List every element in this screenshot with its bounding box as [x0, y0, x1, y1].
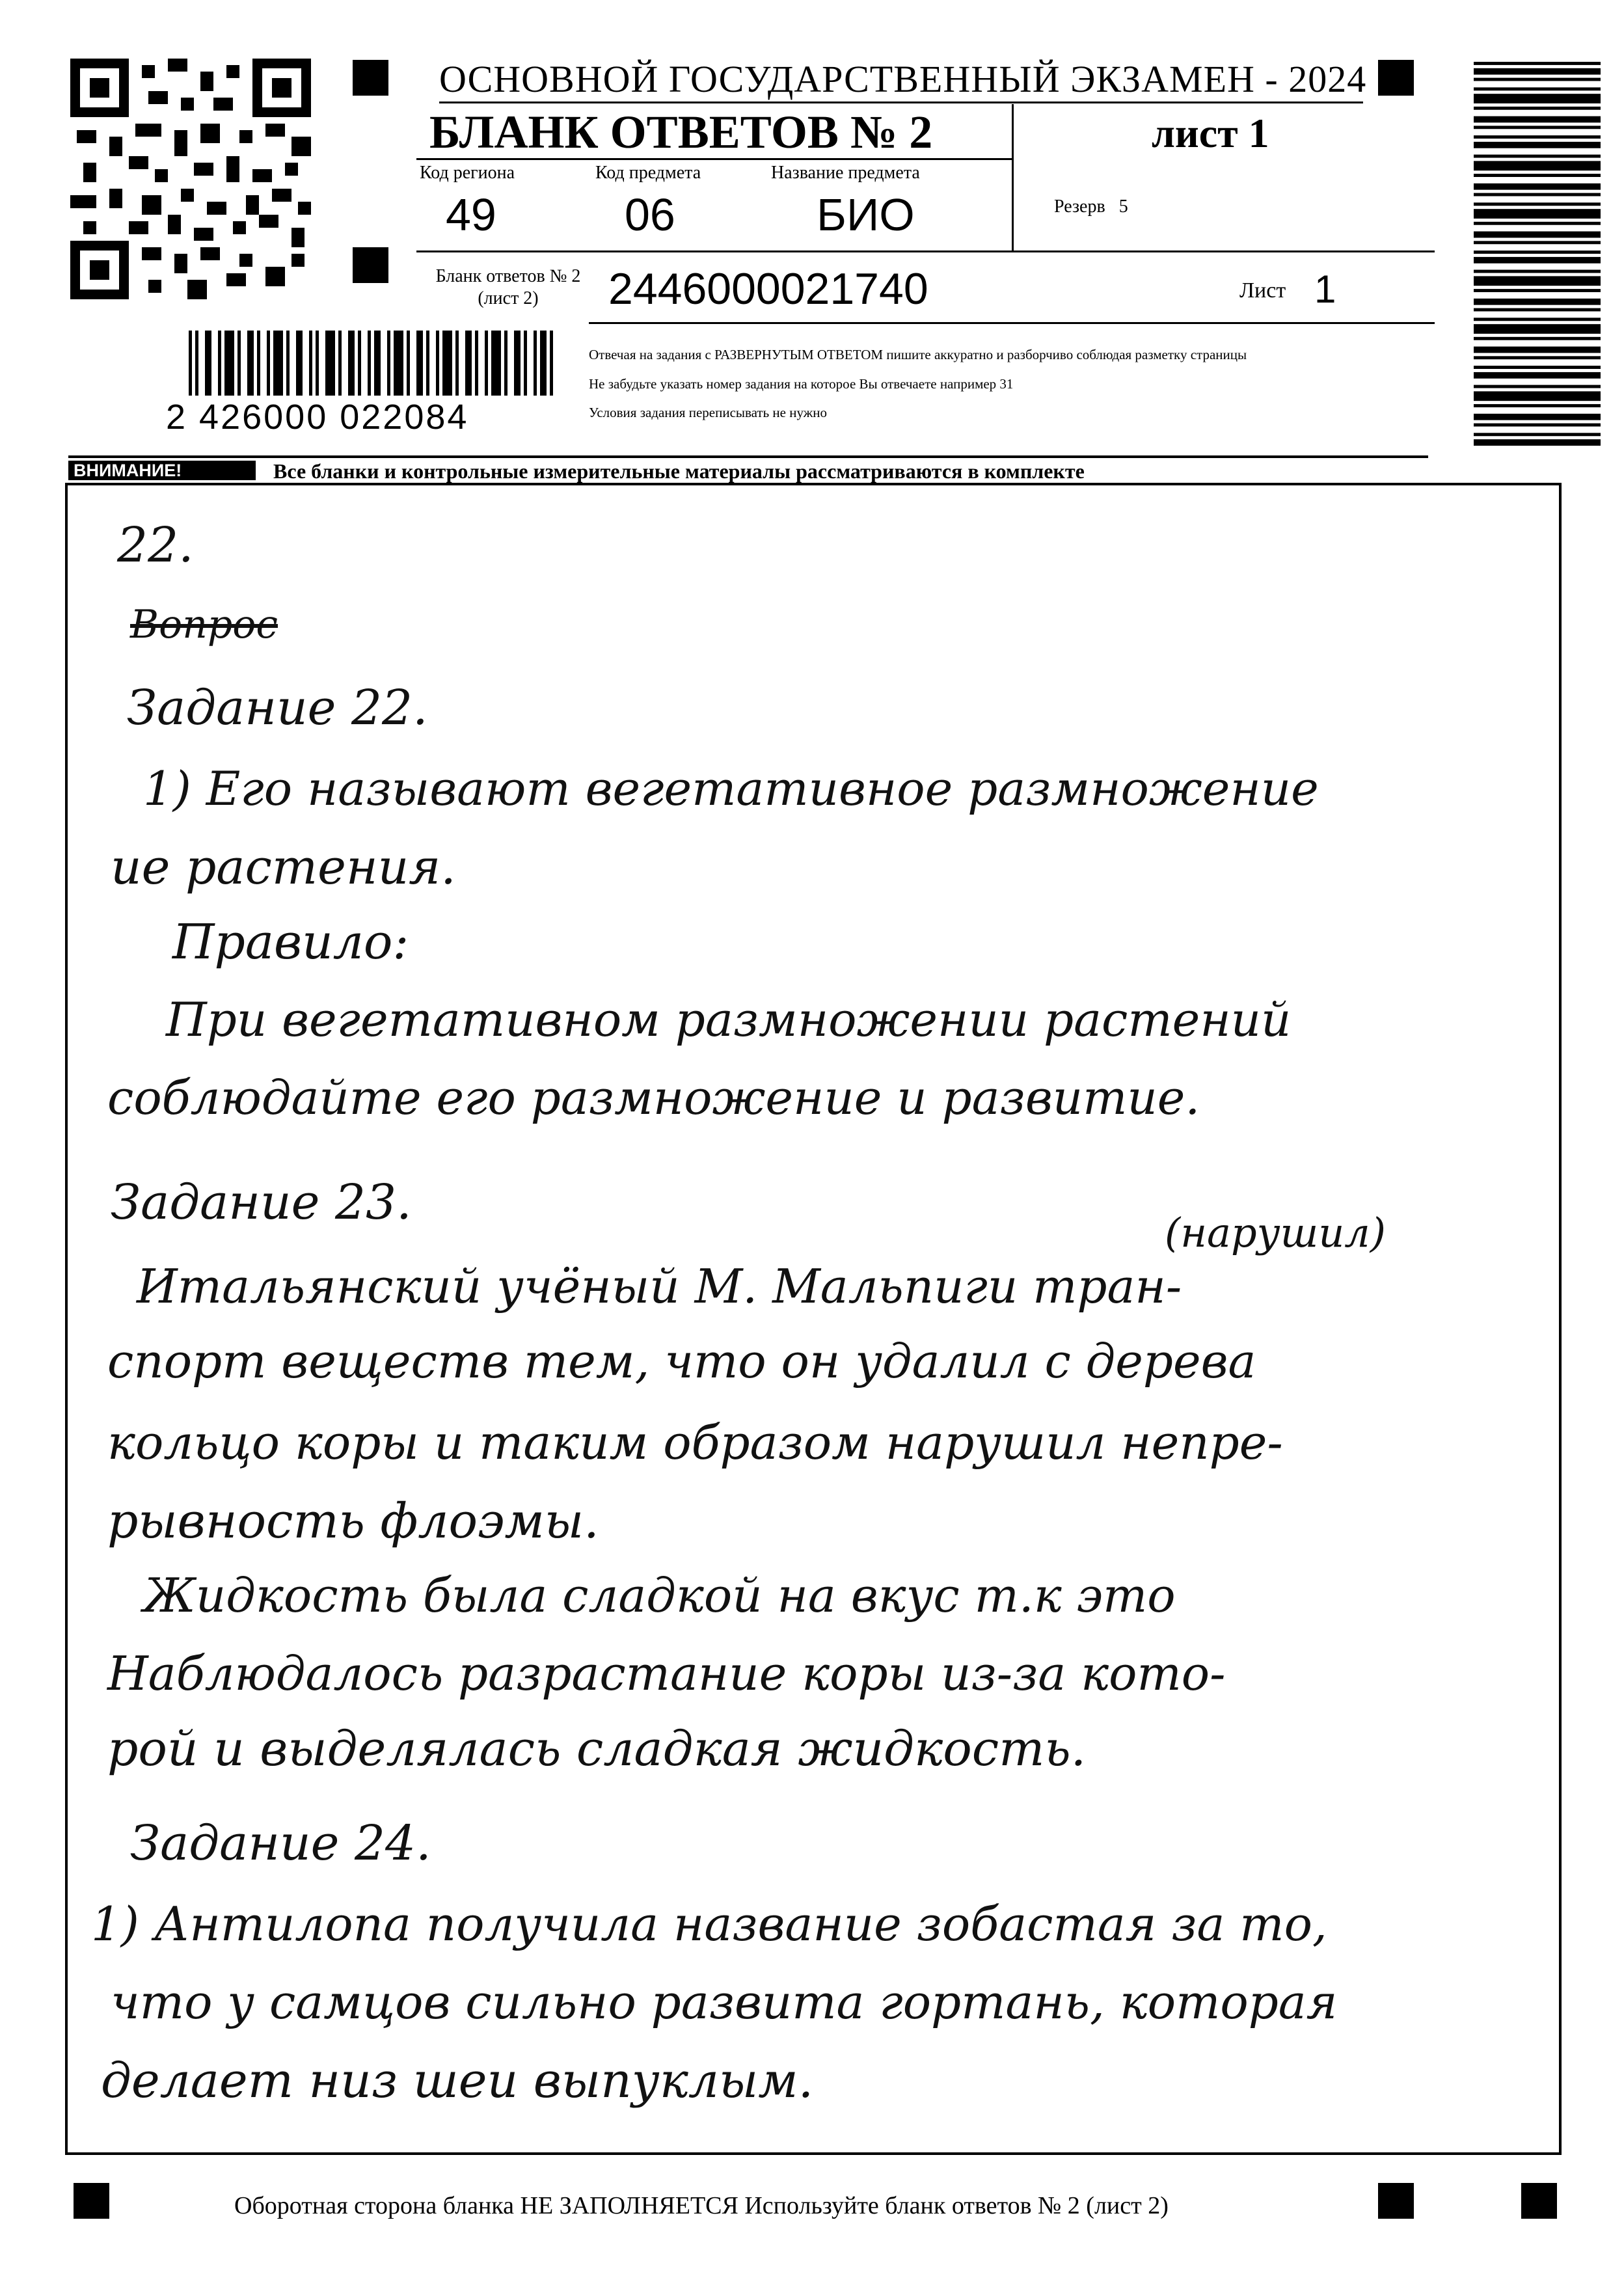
instruction-line-1: Отвечая на задания с РАЗВЕРНУТЫМ ОТВЕТОМ пишите аккуратно и разборчиво соблюдая разметку страницы [589, 347, 1247, 362]
reserve-value: 5 [1118, 196, 1128, 217]
answer-line-16: Наблюдалось разрастание коры из-за кото- [107, 1646, 1226, 1701]
answer-line-1: 22. [117, 517, 194, 573]
header-divider-vertical [1012, 104, 1014, 251]
answer-line-10: (нарушил) [1165, 1209, 1386, 1256]
reserve-label: Резерв [1054, 196, 1105, 217]
answer-line-17: рой и выделялась сладкая жидкость. [107, 1721, 1087, 1777]
answer-line-13: кольцо коры и таким образом нарушил непре- [107, 1415, 1283, 1470]
answer-line-19: 1) Антилопа получила название зобастая за то, [91, 1897, 1327, 1951]
registration-mark-top-right [1378, 60, 1414, 96]
instruction-line-2: Не забудьте указать номер задания на которое Вы отвечаете например 31 [589, 376, 1014, 392]
answer-line-15: Жидкость была сладкой на вкус т.к это [143, 1568, 1176, 1623]
header-divider-1 [416, 158, 1012, 160]
list-number: 1 [1314, 267, 1336, 311]
footer-text: Оборотная сторона бланка НЕ ЗАПОЛНЯЕТСЯ Используйте бланк ответов № 2 (лист 2) [234, 2192, 1169, 2219]
qr-code-icon [70, 59, 311, 299]
header-divider-3 [589, 322, 1435, 324]
answer-line-5: ие растения. [111, 839, 456, 895]
attention-text: Все бланки и контрольные измерительные материалы рассматриваются в комплекте [273, 459, 1085, 483]
registration-mark-top-left [353, 60, 388, 96]
attention-divider [68, 455, 1428, 458]
side-barcode-icon [1474, 62, 1601, 446]
subject-code-label: Код предмета [595, 163, 701, 183]
answer-line-4: 1) Его называют вегетативное размножение [143, 761, 1319, 816]
registration-mark-bottom-2 [1378, 2183, 1414, 2219]
blank-number-label [414, 265, 602, 310]
subject-code-value: 06 [625, 189, 675, 240]
attention-badge: ВНИМАНИЕ! [68, 461, 256, 480]
answer-line-7: При вегетативном размножении растений [166, 992, 1292, 1047]
region-code-label: Код региона [420, 163, 515, 183]
subject-name-label: Название предмета [771, 163, 920, 183]
list-label: Лист [1239, 278, 1286, 303]
reserve-field [1054, 196, 1128, 217]
answer-line-12: спорт веществ тем, что он удалил с дерева [107, 1334, 1256, 1388]
subject-name-value: БИО [817, 189, 915, 240]
answer-line-14: рывность флоэмы. [107, 1493, 599, 1549]
instruction-line-3: Условия задания переписывать не нужно [589, 405, 827, 420]
barcode-icon [189, 331, 553, 396]
blank-label-line2: (лист 2) [478, 288, 539, 308]
registration-mark-mid-left [353, 247, 388, 283]
header-divider-2 [416, 251, 1435, 252]
exam-title: ОСНОВНОЙ ГОСУДАРСТВЕННЫЙ ЭКЗАМЕН - 2024 [439, 58, 1367, 100]
answer-line-21: делает низ шеи выпуклым. [101, 2053, 814, 2109]
answer-line-18: Задание 24. [130, 1815, 431, 1871]
answer-line-8: соблюдайте его размножение и развитие. [107, 1070, 1200, 1125]
blank-label-line1: Бланк ответов № 2 [435, 266, 581, 286]
registration-mark-bottom-3 [1521, 2183, 1557, 2219]
sheet-title: лист 1 [1152, 110, 1269, 156]
registration-mark-bottom-1 [74, 2183, 109, 2219]
answer-line-11: Итальянский учёный М. Мальпиги тран- [137, 1259, 1182, 1314]
answer-line-9: Задание 23. [111, 1174, 412, 1230]
barcode-digits: 2 426000 022084 [166, 398, 469, 437]
title-underline [439, 102, 1363, 103]
blank-number: 2446000021740 [608, 264, 928, 314]
region-code-value: 49 [446, 189, 496, 240]
answer-line-20: что у самцов сильно развита гортань, которая [111, 1975, 1338, 2029]
answer-line-3: Задание 22. [127, 680, 428, 736]
answer-line-6: Правило: [172, 914, 409, 970]
answer-line-2: Вопрос [130, 602, 278, 647]
form-title: БЛАНК ОТВЕТОВ № 2 [429, 106, 933, 158]
